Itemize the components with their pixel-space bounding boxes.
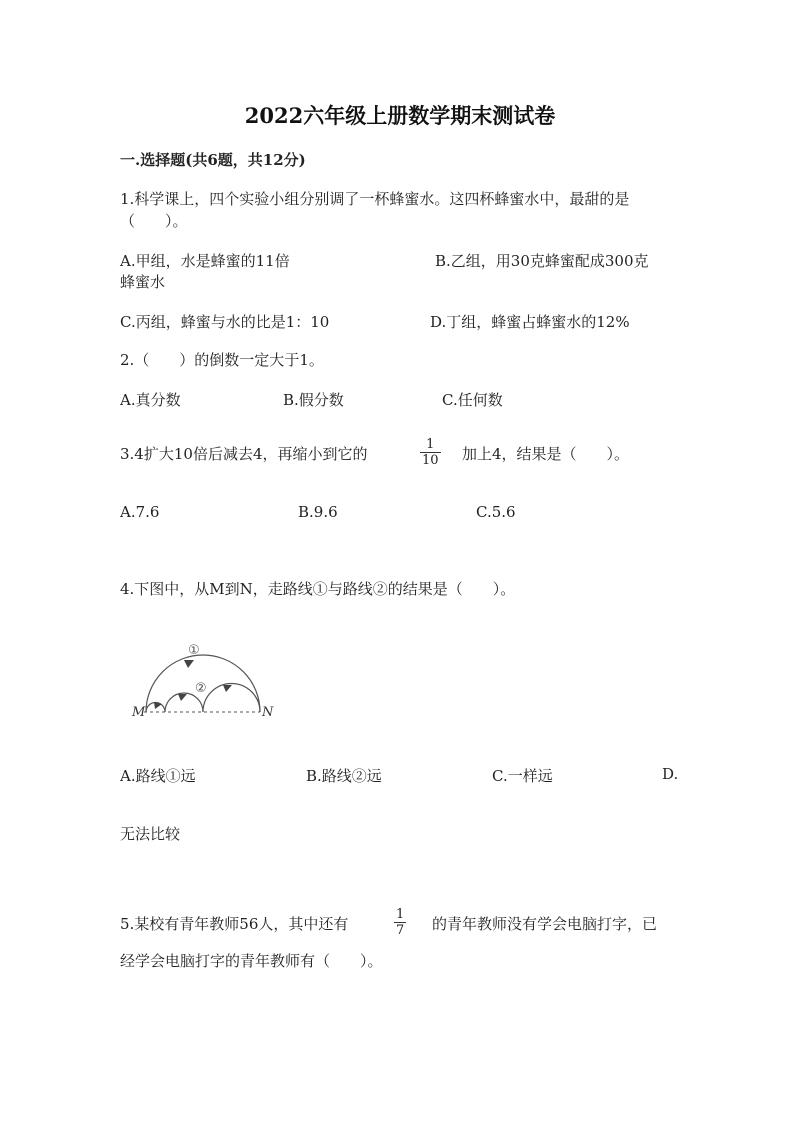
- question-5-stem-part1: 5.某校有青年教师56人，其中还有: [120, 915, 349, 933]
- fraction-denominator: 7: [396, 923, 405, 938]
- question-1-stem: 1.科学课上，四个实验小组分别调了一杯蜂蜜水。这四杯蜂蜜水中，最甜的是（ ）。: [120, 190, 630, 230]
- page-title: 2022六年级上册数学期末测试卷: [244, 103, 556, 128]
- question-2-stem: 2.（ ）的倒数一定大于1。: [120, 351, 324, 369]
- question-4-option-d-continued[interactable]: 无法比较: [120, 825, 181, 843]
- point-m-label: M: [132, 705, 146, 720]
- question-5-fraction: [394, 907, 406, 938]
- question-4-option-a[interactable]: A.路线①远: [120, 767, 196, 785]
- route-diagram: [128, 634, 288, 724]
- question-4-option-b[interactable]: B.路线②远: [306, 767, 382, 785]
- question-2-option-c[interactable]: C.任何数: [442, 391, 503, 409]
- question-4-option-c[interactable]: C.一样远: [492, 767, 553, 785]
- question-3-stem-part1: 3.4扩大10倍后减去4，再缩小到它的: [120, 445, 368, 463]
- question-4-stem: 4.下图中，从M到N，走路线①与路线②的结果是（ ）。: [120, 580, 516, 598]
- question-3-stem-part2: 加上4，结果是（ ）。: [462, 445, 630, 463]
- section-heading: 一.选择题(共6题，共12分): [120, 151, 306, 169]
- question-4-option-d[interactable]: D.: [662, 765, 679, 783]
- fraction-numerator: 1: [426, 437, 435, 452]
- route-2-label: ②: [195, 681, 207, 696]
- question-3-option-a[interactable]: A.7.6: [120, 503, 160, 521]
- point-n-label: N: [262, 705, 274, 720]
- question-5-stem-part2: 的青年教师没有学会电脑打字，已: [432, 915, 658, 933]
- question-2-option-a[interactable]: A.真分数: [120, 391, 181, 409]
- route-1-label: ①: [188, 643, 200, 658]
- route-1-arrow-icon: [184, 660, 194, 668]
- fraction-numerator: 1: [396, 907, 405, 922]
- question-1-option-b[interactable]: B.乙组，用30克蜂蜜配成300克: [435, 252, 649, 270]
- question-3-option-c[interactable]: C.5.6: [476, 503, 516, 521]
- question-3-fraction: [420, 437, 441, 468]
- question-3-option-b[interactable]: B.9.6: [298, 503, 338, 521]
- question-1-option-b-continued[interactable]: 蜂蜜水: [120, 273, 166, 291]
- question-1-option-a[interactable]: A.甲组，水是蜂蜜的11倍: [120, 252, 290, 270]
- question-2-option-b[interactable]: B.假分数: [283, 391, 344, 409]
- route-2-arrow-icon-1: [154, 702, 162, 709]
- question-1-option-c[interactable]: C.丙组，蜂蜜与水的比是1：10: [120, 313, 330, 331]
- route-2-arrow-icon-3: [223, 685, 232, 692]
- fraction-denominator: 10: [422, 453, 439, 468]
- question-5-stem-line2: 经学会电脑打字的青年教师有（ ）。: [120, 952, 383, 970]
- question-1-option-d[interactable]: D.丁组，蜂蜜占蜂蜜水的12%: [430, 313, 630, 331]
- route-2-arrow-icon-2: [178, 694, 187, 701]
- route-2-arc-3: [203, 684, 260, 713]
